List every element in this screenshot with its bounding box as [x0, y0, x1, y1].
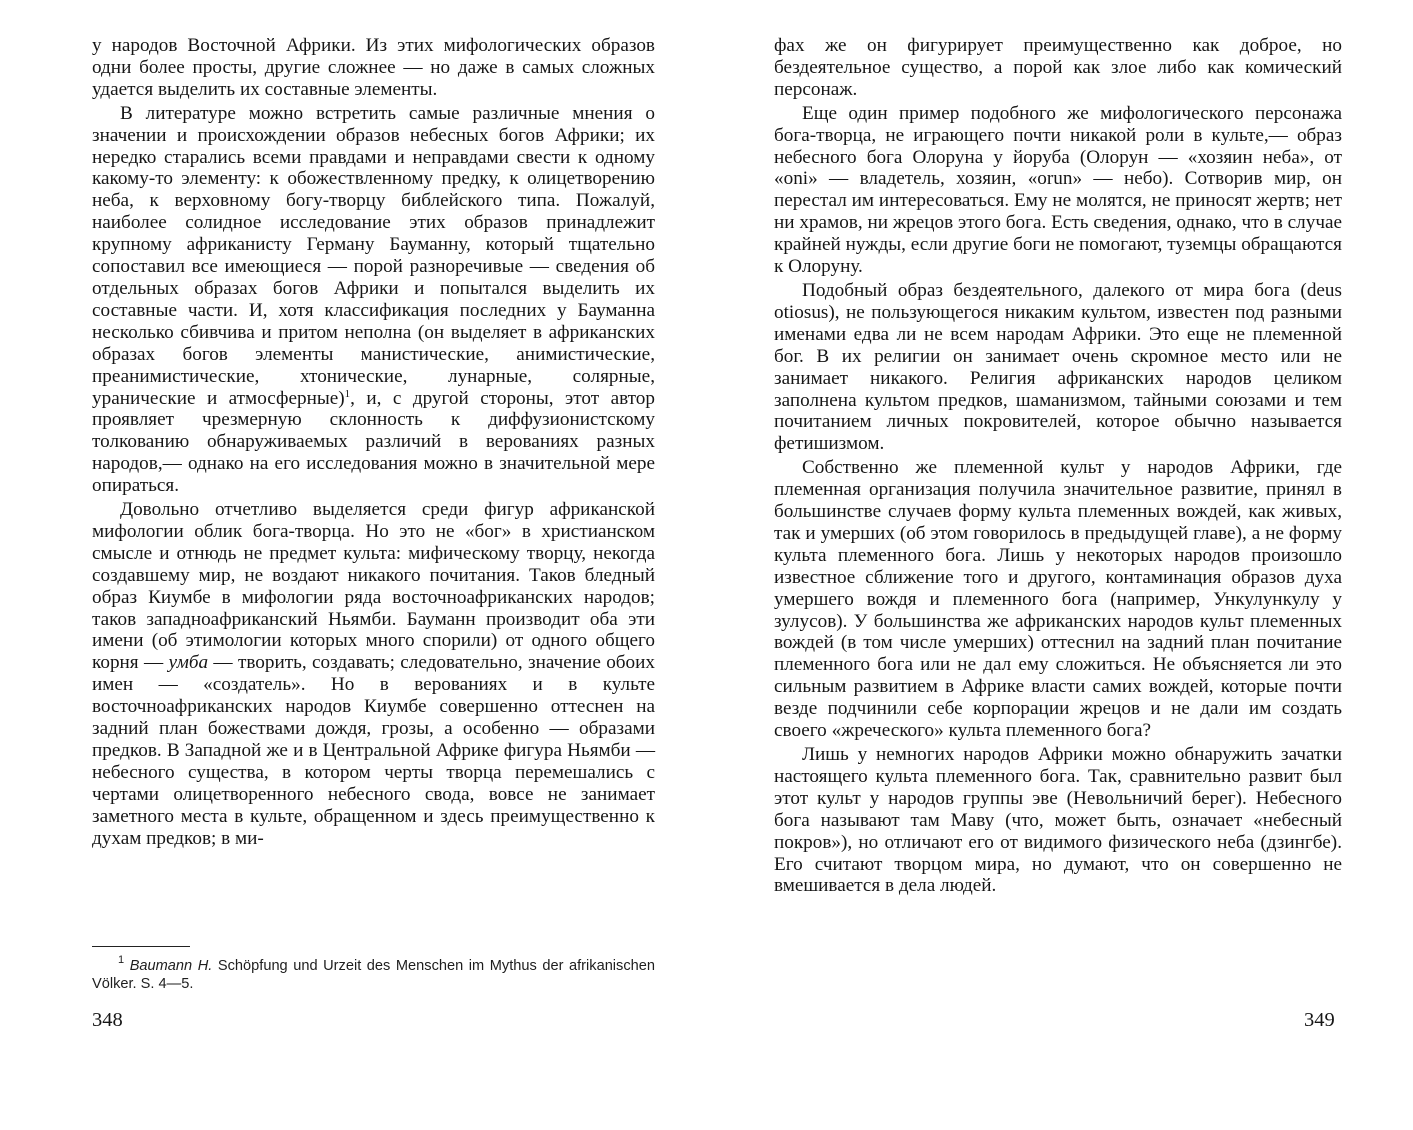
- footnote-marker: 1: [344, 387, 351, 400]
- footnote-author: Baumann H.: [129, 958, 213, 974]
- paragraph: у народов Восточной Африки. Из этих мифологических образов одни более просты, другие сложнее — но даже в самых сложных удается выделить их составные элементы.: [92, 35, 655, 100]
- footnote: [92, 954, 655, 993]
- footnote-text: Schöpfung und Urzeit des Menschen im Mythus der afrikanischen Völker. S. 4—5.: [92, 958, 655, 992]
- paragraph: Лишь у немногих народов Африки можно обнаружить зачатки настоящего культа племенного бога. Так, сравнительно развит был этот культ у народов группы эве (Невольничий берег). Небесного бога называют там Маву (что, может быть, означает «небесный покров»), но отличают его от видимого физического неба (дзингбе). Его считают творцом мира, но думают, что он совершенно не вмешивается в дела людей.: [774, 744, 1342, 897]
- right-page: [706, 0, 1413, 1130]
- right-text-column: [774, 35, 1342, 897]
- paragraph-text: Довольно отчетливо выделяется среди фигур африканской мифологии облик бога-творца. Но это не «бог» в христианском смысле и отнюдь не предмет культа: мифическому творцу, некогда создавшему мир, не воздают никакого почитания. Таков бледный образ Киумбе в мифологии ряда восточноафриканских народов; таков западноафриканский Ньямби. Бауманн производит оба эти имени (об этимологии которых много спорили) от одного общего корня —: [92, 499, 655, 674]
- paragraph-text: — творить, создавать; следовательно, значение обоих имен — «создатель». Но в верованиях и в культе восточноафриканских народов Киумбе совершенно оттеснен на задний план божествами дождя, грозы, а особенно — образами предков.: [92, 652, 656, 761]
- paragraph-text: В Западной же и в Центральной Африке фигура Ньямби — небесного существа, в котором черты творца перемешались с чертами олицетворенного небесного свода, вовсе не занимает заметного места в культе, обращенном и здесь преимущественно к духам предков; в ми-: [92, 740, 656, 849]
- paragraph: Подобный образ бездеятельного, далекого от мира бога (deus otiosus), не пользующегося никаким культом, известен под разными именами едва ли не всем народам Африки. Это еще не племенной бог. В их религии он занимает очень скромное место или не занимает никакого. Религия африканских народов целиком заполнена культом предков, шаманизмом, тайными союзами и тем почитанием личных покровителей, которое обычно называется фетишизмом.: [774, 279, 1342, 455]
- paragraph: [92, 499, 655, 850]
- page-number: 349: [1304, 1009, 1335, 1031]
- paragraph: Собственно же племенной культ у народов Африки, где племенная организация получила значительное развитие, принял в большинстве случаев форму культа племенных вождей, как живых, так и умерших (об этом говорилось в предыдущей главе), а не форму культа племенного бога. Лишь у некоторых народов произошло известное сближение того и другого, контаминация образов духа умершего вождя и племенного бога (например, Ункулункулу у зулусов). У большинства же африканских народов культ племенных вождей (в том числе умерших) оттеснил на задний план почитание племенного бога или не дал ему сложиться. Не объясняется ли это сильным развитием в Африке власти самих вождей, которые почти везде подчинили себе корпорации жрецов и не дали им создать своего «жреческого» культа племенного бога?: [774, 457, 1342, 742]
- paragraph: [92, 103, 655, 497]
- paragraph: Еще один пример подобного же мифологического персонажа бога-творца, не играющего почти никакой роли в культе,— образ небесного бога Олоруна у йоруба (Олорун — «хозяин неба», от «oni» — владетель, хозяин, «orun» — небо). Сотворив мир, он перестал им интересоваться. Ему не молятся, не приносят жертв; нет ни храмов, ни жрецов этого бога. Есть сведения, однако, что в случае крайней нужды, если другие боги не помогают, туземцы обращаются к Олоруну.: [774, 102, 1342, 278]
- italic-term: умба: [168, 652, 209, 674]
- left-page: [0, 0, 706, 1130]
- paragraph-text: В литературе можно встретить самые различные мнения о значении и происхождении образов небесных богов Африки; их нередко старались всеми правдами и неправдами свести к одному какому-то элементу: к обожествленному предку, к олицетворению неба, к верховному богу-творцу библейского типа. Пожалуй, наиболее солидное исследование этих образов принадлежит крупному африканисту Герману Бауманну, который тщательно сопоставил все имеющиеся — порой разноречивые — сведения об отдельных образах богов Африки и попытался выделить их составные части. И, хотя классификация последних у Бауманна несколько сбивчива и притом неполна (он выделяет в африканских образах богов элементы манистические, анимистические, преанимистические, хтонические, лунарные, солярные, уранические и атмосферные): [92, 102, 655, 409]
- page-number: 348: [92, 1009, 123, 1031]
- left-text-column: [92, 35, 655, 850]
- footnote-number: 1: [118, 954, 125, 966]
- paragraph: фах же он фигурирует преимущественно как доброе, но бездеятельное существо, а порой как злое либо как комический персонаж.: [774, 35, 1342, 100]
- footnote-divider: [92, 946, 190, 947]
- paragraph-text: , и, с другой стороны, этот автор проявляет чрезмерную склонность к диффузионистскому толкованию обнаруживаемых различий в верованиях разных народов,— однако на его исследования можно в значительной мере опираться.: [92, 387, 655, 497]
